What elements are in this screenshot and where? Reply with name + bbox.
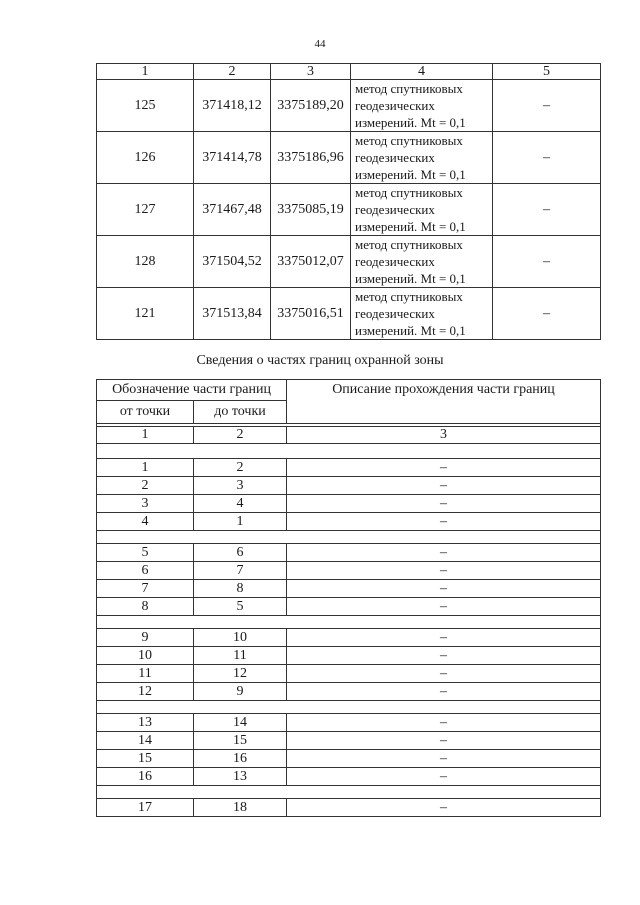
group-separator: [97, 616, 601, 629]
column-number: 1: [97, 427, 194, 444]
from-point: 10: [97, 647, 194, 665]
boundary-description: –: [287, 562, 601, 580]
header-boundary-designation: Обозначение части границ: [97, 380, 287, 401]
method-line: метод спутниковых: [355, 185, 463, 200]
boundary-description: –: [287, 683, 601, 701]
method-line: измерений. Mt = 0,1: [355, 167, 466, 182]
to-point: 5: [194, 598, 287, 616]
table-row: [97, 647, 601, 665]
to-point: 14: [194, 714, 287, 732]
table-row: [97, 714, 601, 732]
to-point: 7: [194, 562, 287, 580]
from-point: 11: [97, 665, 194, 683]
from-point: 9: [97, 629, 194, 647]
method-line: метод спутниковых: [355, 133, 463, 148]
group-separator: [97, 786, 601, 799]
table-row: [97, 750, 601, 768]
from-point: 7: [97, 580, 194, 598]
table-row: [97, 799, 601, 817]
method-line: геодезических: [355, 254, 435, 269]
to-point: 10: [194, 629, 287, 647]
from-point: 13: [97, 714, 194, 732]
method-line: измерений. Mt = 0,1: [355, 115, 466, 130]
method-line: измерений. Mt = 0,1: [355, 219, 466, 234]
column-header-row: [97, 64, 601, 80]
method-description: [351, 288, 493, 340]
table-row: [97, 629, 601, 647]
to-point: 18: [194, 799, 287, 817]
group-separator: [97, 444, 601, 459]
from-point: 1: [97, 459, 194, 477]
column-header: 5: [493, 64, 601, 80]
method-line: геодезических: [355, 306, 435, 321]
boundary-description: –: [287, 513, 601, 531]
column-header: 4: [351, 64, 493, 80]
boundary-description: –: [287, 665, 601, 683]
note: –: [493, 184, 601, 236]
column-number: 3: [287, 427, 601, 444]
group-separator: [97, 531, 601, 544]
coordinate-x: 371504,52: [194, 236, 271, 288]
method-description: [351, 236, 493, 288]
boundary-description: –: [287, 495, 601, 513]
table-row: [97, 598, 601, 616]
table-row: [97, 477, 601, 495]
from-point: 15: [97, 750, 194, 768]
method-line: геодезических: [355, 98, 435, 113]
note: –: [493, 80, 601, 132]
table-row: [97, 768, 601, 786]
table-row: [97, 132, 601, 184]
to-point: 9: [194, 683, 287, 701]
boundary-description: –: [287, 750, 601, 768]
boundary-description: –: [287, 580, 601, 598]
coordinate-x: 371467,48: [194, 184, 271, 236]
table-row: [97, 544, 601, 562]
table-row: [97, 459, 601, 477]
point-number: 127: [97, 184, 194, 236]
from-point: 5: [97, 544, 194, 562]
point-number: 128: [97, 236, 194, 288]
header-to-point: до точки: [194, 401, 287, 424]
to-point: 16: [194, 750, 287, 768]
to-point: 1: [194, 513, 287, 531]
from-point: 12: [97, 683, 194, 701]
page-number: 44: [314, 38, 326, 50]
table-row: [97, 288, 601, 340]
boundary-description: –: [287, 629, 601, 647]
method-line: измерений. Mt = 0,1: [355, 271, 466, 286]
coordinate-y: 3375189,20: [271, 80, 351, 132]
coordinate-y: 3375085,19: [271, 184, 351, 236]
table-row: [97, 80, 601, 132]
coordinate-y: 3375012,07: [271, 236, 351, 288]
boundary-description: –: [287, 714, 601, 732]
to-point: 2: [194, 459, 287, 477]
method-description: [351, 80, 493, 132]
from-point: 4: [97, 513, 194, 531]
coordinate-x: 371414,78: [194, 132, 271, 184]
to-point: 15: [194, 732, 287, 750]
point-number: 125: [97, 80, 194, 132]
method-line: геодезических: [355, 202, 435, 217]
point-number: 121: [97, 288, 194, 340]
point-number: 126: [97, 132, 194, 184]
column-number: 2: [194, 427, 287, 444]
from-point: 3: [97, 495, 194, 513]
method-description: [351, 184, 493, 236]
to-point: 11: [194, 647, 287, 665]
column-header: 3: [271, 64, 351, 80]
table-row: [97, 683, 601, 701]
method-description: [351, 132, 493, 184]
group-separator: [97, 701, 601, 714]
boundary-description: –: [287, 598, 601, 616]
table-row: [97, 580, 601, 598]
coordinates-table: [96, 63, 601, 340]
table-row: [97, 184, 601, 236]
boundary-description: –: [287, 732, 601, 750]
table-row: [97, 562, 601, 580]
method-line: измерений. Mt = 0,1: [355, 323, 466, 338]
boundary-description: –: [287, 544, 601, 562]
table-row: [97, 495, 601, 513]
from-point: 17: [97, 799, 194, 817]
table-row: [97, 236, 601, 288]
method-line: метод спутниковых: [355, 237, 463, 252]
coordinate-y: 3375016,51: [271, 288, 351, 340]
to-point: 6: [194, 544, 287, 562]
section-title: Сведения о частях границ охранной зоны: [196, 353, 444, 368]
column-header: 2: [194, 64, 271, 80]
note: –: [493, 236, 601, 288]
from-point: 8: [97, 598, 194, 616]
method-line: метод спутниковых: [355, 289, 463, 304]
from-point: 14: [97, 732, 194, 750]
boundary-description: –: [287, 799, 601, 817]
coordinate-y: 3375186,96: [271, 132, 351, 184]
boundary-description: –: [287, 768, 601, 786]
boundary-parts-table: [96, 379, 601, 817]
table-row: [97, 732, 601, 750]
from-point: 6: [97, 562, 194, 580]
to-point: 12: [194, 665, 287, 683]
boundary-description: –: [287, 459, 601, 477]
from-point: 2: [97, 477, 194, 495]
note: –: [493, 288, 601, 340]
table-row: [97, 513, 601, 531]
to-point: 3: [194, 477, 287, 495]
boundary-description: –: [287, 477, 601, 495]
to-point: 4: [194, 495, 287, 513]
from-point: 16: [97, 768, 194, 786]
column-header: 1: [97, 64, 194, 80]
coordinate-x: 371513,84: [194, 288, 271, 340]
method-line: геодезических: [355, 150, 435, 165]
to-point: 8: [194, 580, 287, 598]
coordinate-x: 371418,12: [194, 80, 271, 132]
boundary-description: –: [287, 647, 601, 665]
header-from-point: от точки: [97, 401, 194, 424]
header-boundary-description: Описание прохождения части границ: [287, 380, 601, 424]
to-point: 13: [194, 768, 287, 786]
method-line: метод спутниковых: [355, 81, 463, 96]
note: –: [493, 132, 601, 184]
table-row: [97, 665, 601, 683]
